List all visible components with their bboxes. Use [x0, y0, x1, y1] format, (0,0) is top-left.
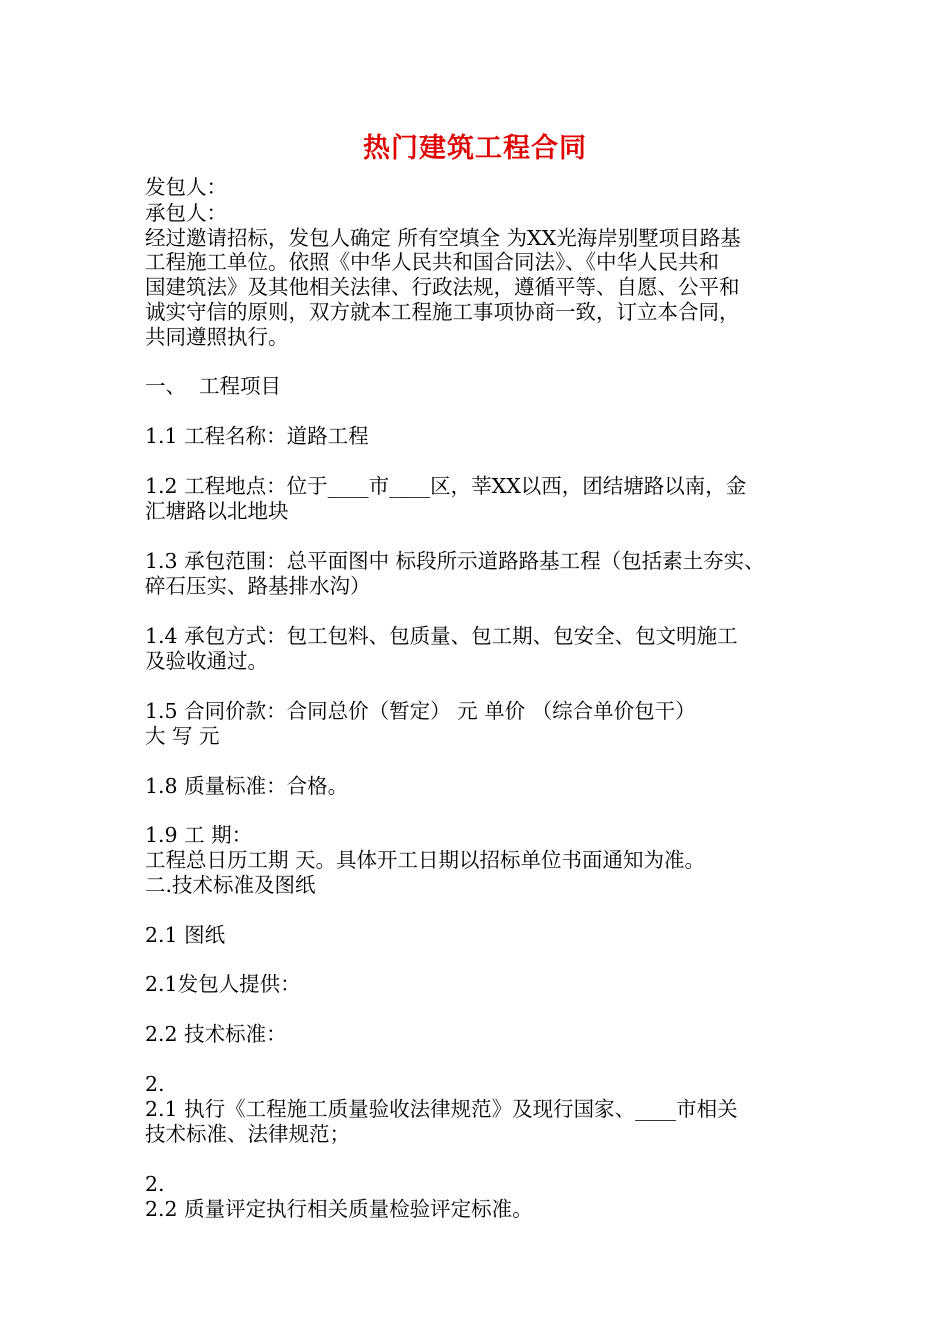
text-line: 2.: [145, 1072, 165, 1096]
section-heading: 一、 工程项目: [145, 374, 282, 398]
text-line: 1.4 承包方式：包工包料、包质量、包工期、包安全、包文明施工: [145, 624, 738, 648]
text-line: 经过邀请招标，发包人确定 所有空填全 为XX光海岸别墅项目路基: [145, 226, 741, 250]
text-line: 技术标准、法律规范；: [145, 1122, 350, 1146]
text-line: 1.1 工程名称：道路工程: [145, 424, 369, 448]
document-title: 热门建筑工程合同: [363, 133, 587, 164]
text-line: 2.1 图纸: [145, 923, 226, 947]
text-line: 诚实守信的原则，双方就本工程施工事项协商一致，订立本合同，: [145, 300, 740, 324]
text-line: 及验收通过。: [145, 649, 268, 673]
text-line: 2.2 技术标准：: [145, 1022, 287, 1046]
text-line: 2.: [145, 1172, 165, 1196]
text-line: 2.1发包人提供：: [145, 972, 301, 996]
text-line: 大 写 元: [145, 724, 220, 748]
text-line: 1.8 质量标准：合格。: [145, 774, 349, 798]
text-line: 共同遵照执行。: [145, 325, 289, 349]
text-line: 2.1 执行《工程施工质量验收法律规范》及现行国家、____市相关: [145, 1097, 738, 1121]
text-line: 承包人：: [145, 201, 227, 225]
text-line: 2.2 质量评定执行相关质量检验评定标准。: [145, 1197, 533, 1221]
text-line: 汇塘路以北地块: [145, 499, 289, 523]
text-line: 碎石压实、路基排水沟）: [145, 574, 371, 598]
text-line: 发包人：: [145, 175, 227, 199]
text-line: 国建筑法》及其他相关法律、行政法规，遵循平等、自愿、公平和: [145, 275, 740, 299]
section-heading: 二.技术标准及图纸: [145, 873, 316, 897]
text-line: 工程总日历工期 天。具体开工日期以招标单位书面通知为准。: [145, 848, 706, 872]
text-line: 工程施工单位。依照《中华人民共和国合同法》、《中华人民共和: [145, 250, 719, 274]
text-line: 1.9 工 期：: [145, 823, 253, 847]
text-line: 1.2 工程地点：位于____市____区，莘XX以西，团结塘路以南，金: [145, 474, 747, 498]
text-line: 1.5 合同价款：合同总价（暂定） 元 单价 （综合单价包干）: [145, 699, 696, 723]
text-line: 1.3 承包范围：总平面图中 标段所示道路路基工程（包括素土夯实、: [145, 549, 765, 573]
